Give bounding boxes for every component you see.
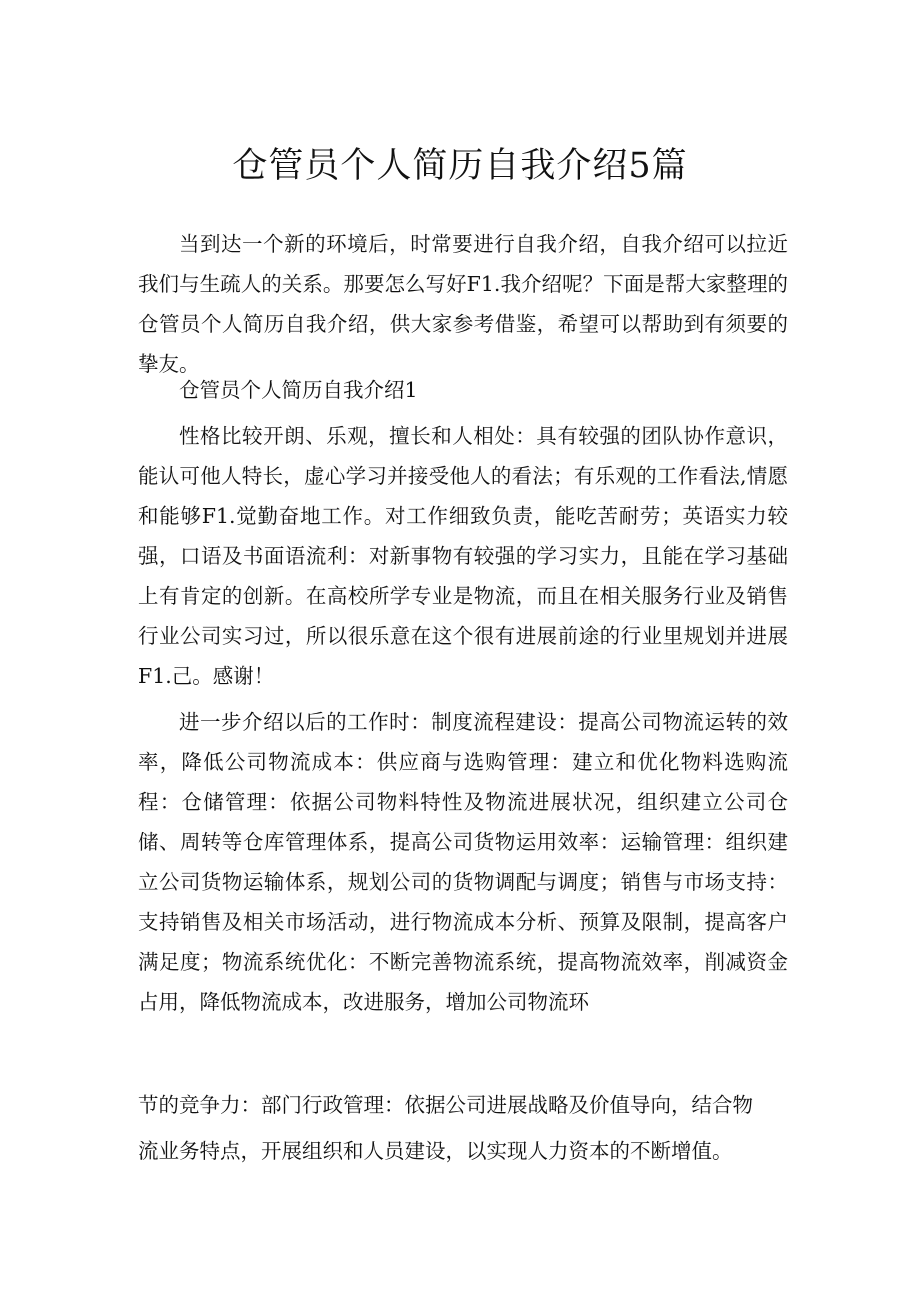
body-paragraph: 性格比较开朗、乐观，擅长和人相处：具有较强的团队协作意识，能认可他人特长，虚心学习并接受他人的看法；有乐观的工作看法,情愿和能够F1.觉勤奋地工作。对工作细致负责，能吃苦耐劳；英语实力较强，口语及书面语流利：对新事物有较强的学习实力，且能在学习基础上有肯定的创新。在高校所学专业是物流，而且在相关服务行业及销售行业公司实习过，所以很乐意在这个很有进展前途的行业里规划并进展F1.己。感谢！ [138, 424, 788, 688]
intro-paragraph: 当到达一个新的环境后，时常要进行自我介绍，自我介绍可以拉近我们与生疏人的关系。那要怎么写好F1.我介绍呢？下面是帮大家整理的仓管员个人简历自我介绍，供大家参考借鉴，希望可以帮助到有须要的挚友。 [138, 232, 788, 376]
section-heading: 仓管员个人简历自我介绍1 [179, 378, 418, 402]
body-paragraph: 流业务特点，开展组织和人员建设，以实现人力资本的不断增值。 [138, 1139, 733, 1163]
body-paragraph: 节的竞争力：部门行政管理：依据公司进展战略及价值导向，结合物 [138, 1093, 753, 1117]
document-title: 仓管员个人简历自我介绍5篇 [232, 146, 688, 186]
body-paragraph: 进一步介绍以后的工作时：制度流程建设：提高公司物流运转的效率，降低公司物流成本：供应商与选购管理：建立和优化物料选购流程：仓储管理：依据公司物料特性及物流进展状况，组织建立公司仓储、周转等仓库管理体系，提高公司货物运用效率：运输管理：组织建立公司货物运输体系，规划公司的货物调配与调度；销售与市场支持：支持销售及相关市场活动，进行物流成本分析、预算及限制，提高客户满足度；物流系统优化：不断完善物流系统，提高物流效率，削减资金占用，降低物流成本，改进服务，增加公司物流环 [138, 710, 788, 1014]
